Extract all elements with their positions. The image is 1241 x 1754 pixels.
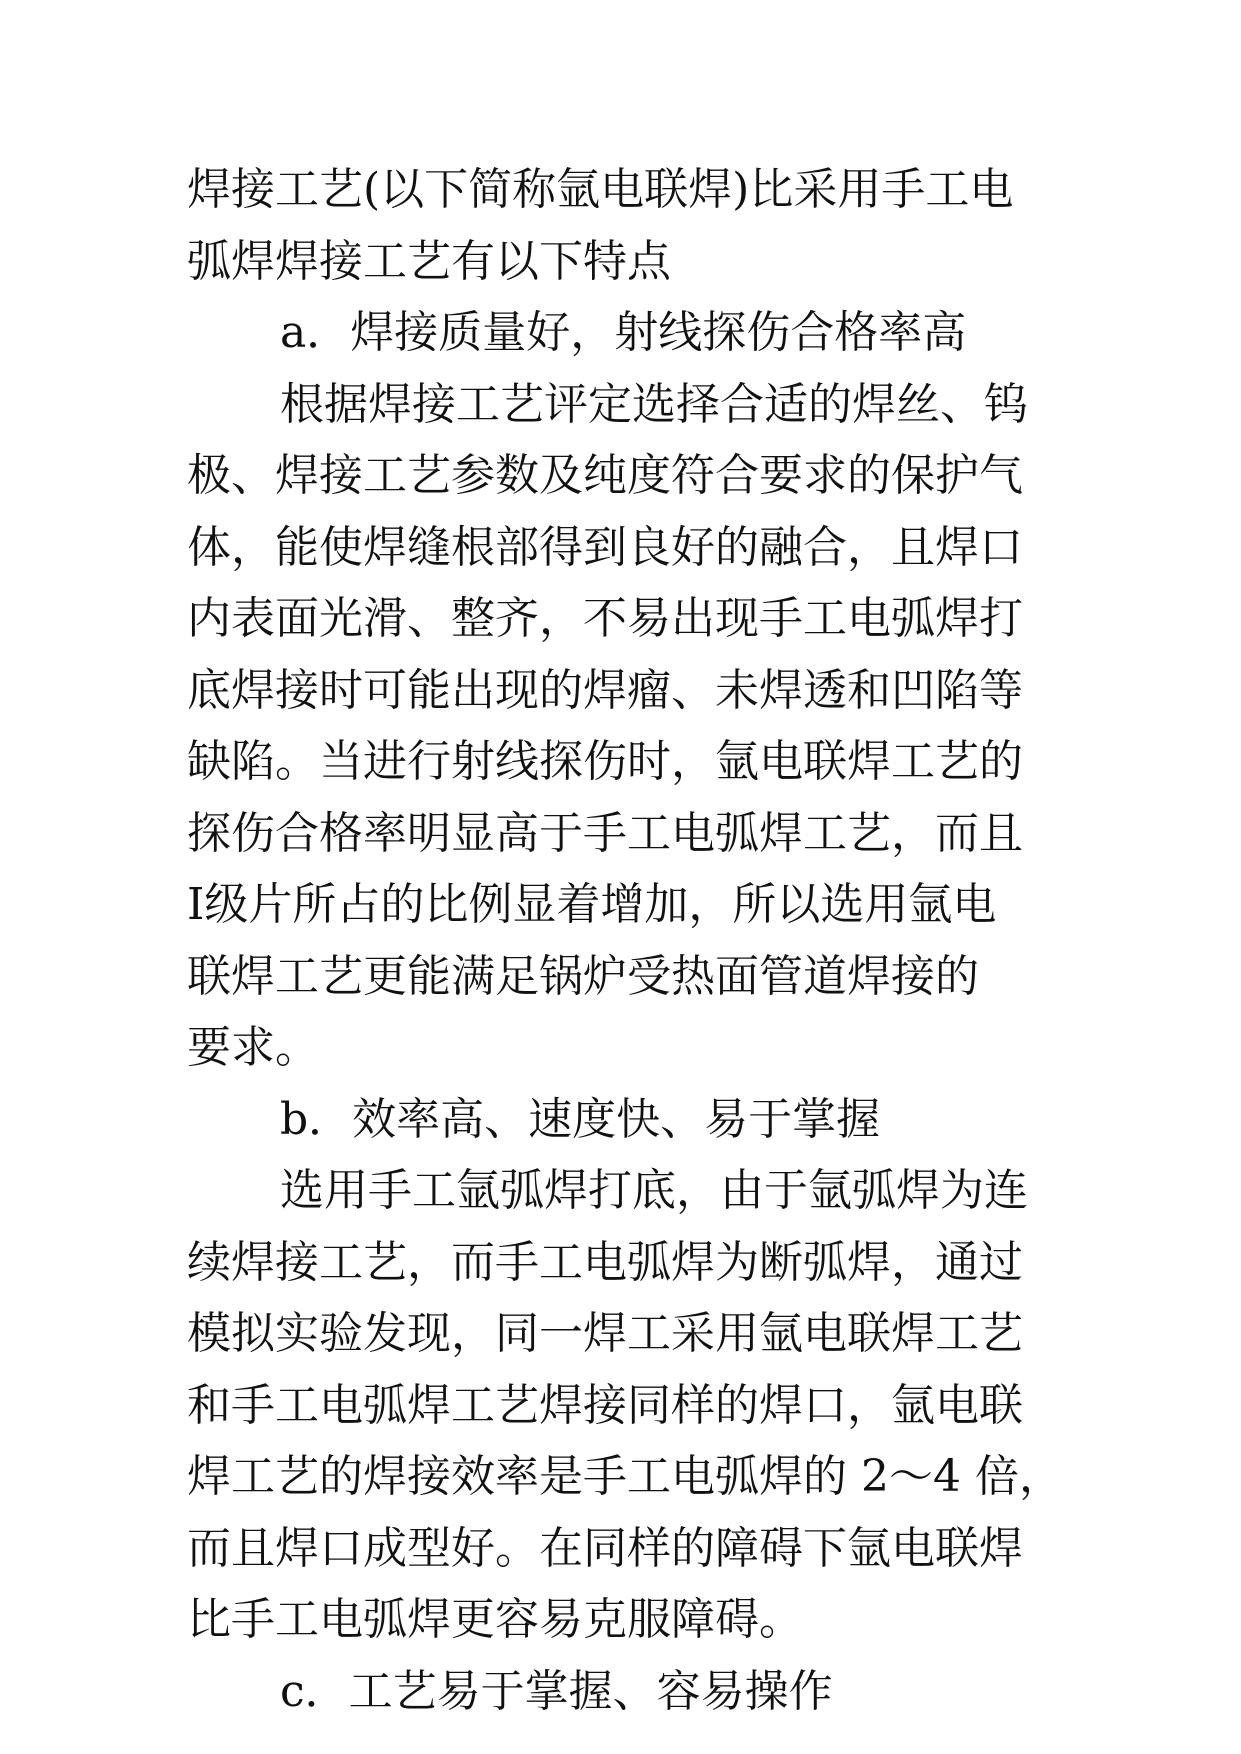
body-line: 选用手工氩弧焊打底，由于氩弧焊为连: [280, 1165, 1028, 1216]
document-body: [187, 154, 1063, 1727]
section-heading-b: b．效率高、速度快、易于掌握: [280, 1093, 881, 1145]
body-line: 续焊接工艺，而手工电弧焊为断弧焊，通过: [187, 1236, 1023, 1288]
body-line: 和手工电弧焊工艺焊接同样的焊口，氩电联: [187, 1379, 1023, 1431]
section-heading-c: c．工艺易于掌握、容易操作: [280, 1665, 833, 1717]
body-line: 而且焊口成型好。在同样的障碍下氩电联焊: [187, 1522, 1023, 1574]
body-line: 要求。: [187, 1022, 319, 1073]
body-line: 根据焊接工艺评定选择合适的焊丝、钨: [280, 378, 1028, 430]
body-line: 体，能使焊缝根部得到良好的融合，且焊口: [187, 521, 1023, 573]
body-line: 联焊工艺更能满足锅炉受热面管道焊接的: [187, 950, 979, 1002]
body-line: 弧焊焊接工艺有以下特点: [187, 235, 671, 287]
body-line: 缺陷。当进行射线探伤时，氩电联焊工艺的: [187, 736, 1023, 787]
body-line: 焊工艺的焊接效率是手工电弧焊的 2～4 倍，: [187, 1451, 1063, 1502]
body-line: 比手工电弧焊更容易克服障碍。: [187, 1594, 803, 1645]
body-line: 模拟实验发现，同一焊工采用氩电联焊工艺: [187, 1308, 1023, 1359]
body-line: 焊接工艺(以下简称氩电联焊)比采用手工电: [187, 164, 1014, 215]
body-line: 极、焊接工艺参数及纯度符合要求的保护气: [187, 450, 1023, 501]
section-heading-a: a．焊接质量好，射线探伤合格率高: [280, 307, 967, 358]
body-line: 底焊接时可能出现的焊瘤、未焊透和凹陷等: [187, 664, 1023, 716]
body-line: 探伤合格率明显高于手工电弧焊工艺，而且: [187, 807, 1023, 859]
body-line: 内表面光滑、整齐，不易出现手工电弧焊打: [187, 593, 1023, 644]
body-line: Ⅰ级片所占的比例显着增加，所以选用氩电: [187, 879, 997, 930]
